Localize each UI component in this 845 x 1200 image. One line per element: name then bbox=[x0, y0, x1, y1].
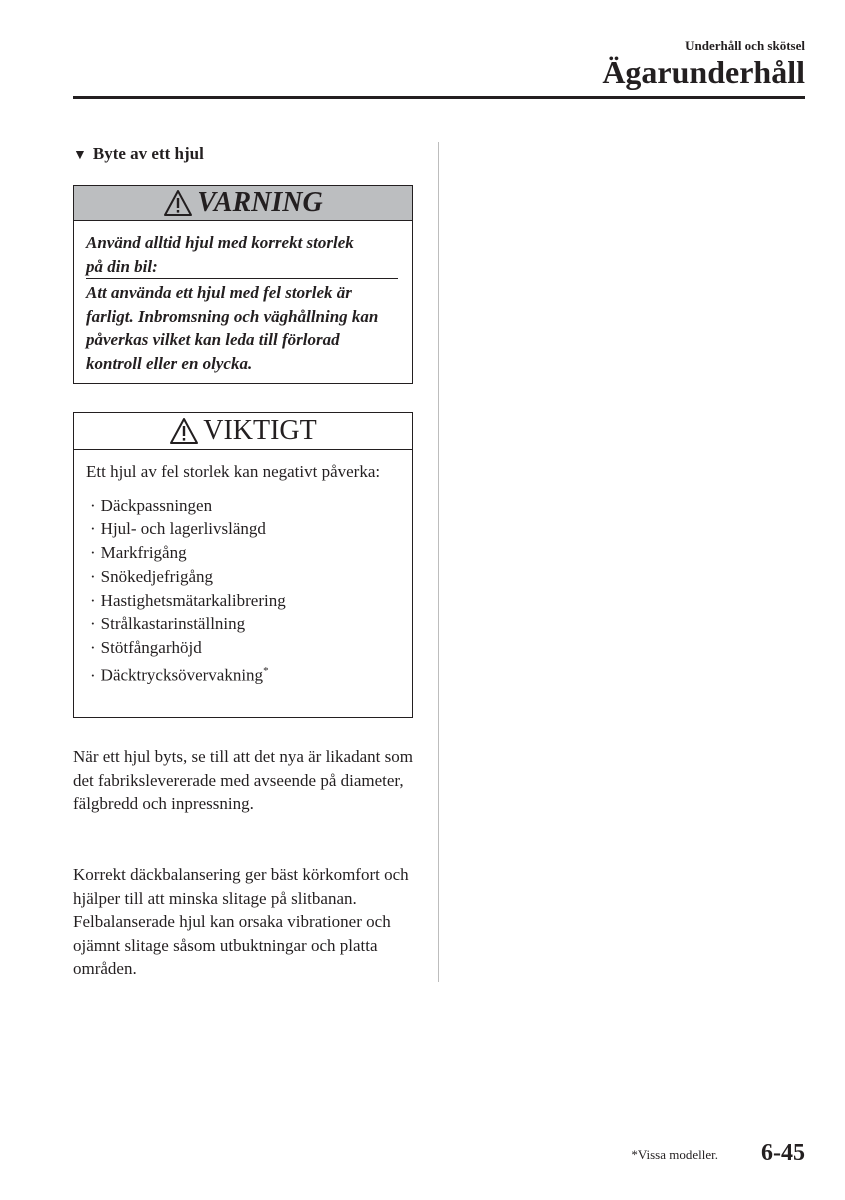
body-paragraph-2: Korrekt däckbalansering ger bäst körkomfort och hjälper till att minska slitage på slitbanan. Felbalanserade hjul kan orsaka vibrationer och ojämnt slitage såsom utbuktningar och platta områden. bbox=[73, 865, 409, 979]
warning-title: VARNING bbox=[197, 187, 323, 218]
warning-box bbox=[73, 185, 413, 384]
warning-box-header bbox=[74, 186, 412, 221]
list-item: · Markfrigång bbox=[90, 543, 187, 563]
list-item: · Däckpassningen bbox=[90, 495, 213, 515]
bullet-icon: · bbox=[90, 495, 96, 515]
list-item: · Snökedjefrigång bbox=[90, 566, 214, 586]
warning-body bbox=[74, 221, 412, 375]
important-list bbox=[86, 494, 400, 688]
section-marker-icon: ▼ bbox=[73, 148, 87, 163]
warning-text: Att använda ett hjul med fel storlek är farligt. Inbromsning och väghållning kan påverkas vilket kan leda till förlorad kontroll eller en olycka. bbox=[86, 283, 379, 373]
list-item: · Strålkastarinställning bbox=[90, 614, 246, 634]
list-item: · Stötfångarhöjd bbox=[90, 638, 202, 658]
warning-triangle-icon bbox=[169, 417, 199, 445]
column-divider bbox=[438, 142, 439, 982]
important-box-header bbox=[74, 413, 412, 450]
bullet-icon: · bbox=[90, 590, 96, 610]
chapter-title: Ägarunderhåll bbox=[602, 54, 805, 90]
warning-heading-line2: på din bil: bbox=[86, 256, 158, 276]
section-heading-text: Byte av ett hjul bbox=[92, 144, 204, 163]
section-heading bbox=[73, 143, 204, 167]
important-box bbox=[73, 412, 413, 718]
warning-heading bbox=[86, 231, 398, 279]
warning-triangle-icon bbox=[163, 189, 193, 217]
list-item: · Däcktrycksövervakning* bbox=[90, 665, 269, 685]
important-body bbox=[74, 450, 412, 688]
bullet-icon: · bbox=[90, 543, 96, 563]
page-number: 6-45 bbox=[761, 1140, 805, 1166]
bullet-icon: · bbox=[90, 566, 96, 586]
bullet-icon: · bbox=[90, 614, 96, 634]
list-item: · Hastighetsmätarkalibrering bbox=[90, 590, 286, 610]
footnote: *Vissa modeller. bbox=[631, 1147, 718, 1162]
running-header-section: Underhåll och skötsel bbox=[685, 38, 805, 53]
bullet-icon: · bbox=[90, 638, 96, 658]
list-item: · Hjul- och lagerlivslängd bbox=[90, 519, 266, 539]
important-title: VIKTIGT bbox=[203, 415, 317, 446]
body-paragraph-1: När ett hjul byts, se till att det nya är likadant som det fabrikslevererade med avseende på diameter, fälgbredd och inpressning. bbox=[73, 747, 413, 814]
footnote-mark: * bbox=[263, 665, 269, 678]
header-rule bbox=[73, 96, 805, 99]
bullet-icon: · bbox=[90, 519, 96, 539]
bullet-icon: · bbox=[90, 665, 96, 685]
important-intro: Ett hjul av fel storlek kan negativt påverka: bbox=[86, 462, 381, 481]
warning-heading-line1: Använd alltid hjul med korrekt storlek bbox=[86, 233, 354, 252]
